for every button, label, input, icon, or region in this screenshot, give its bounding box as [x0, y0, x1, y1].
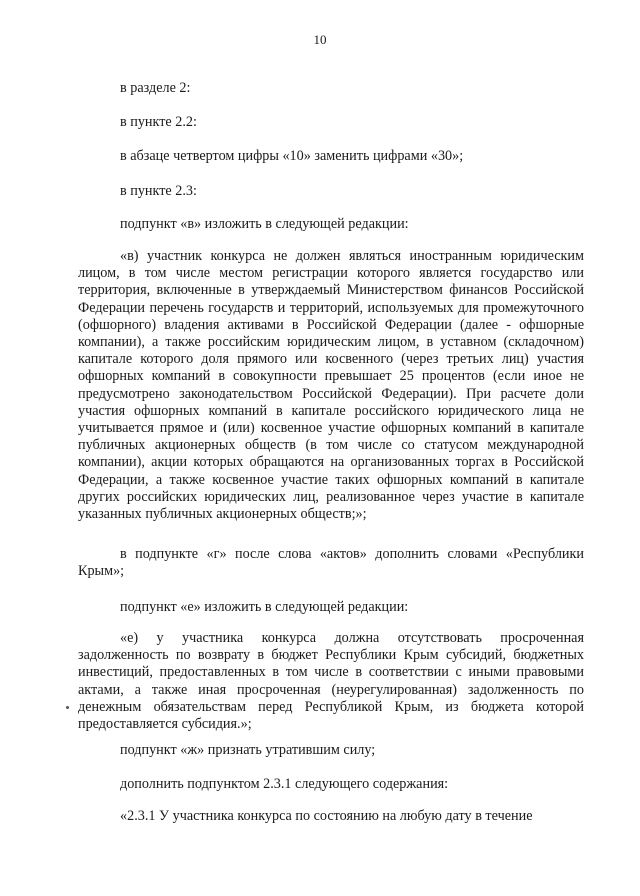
item-2-3-heading: в пункте 2.3: — [120, 183, 197, 199]
scan-speck — [66, 706, 69, 709]
subitem-g-text: в подпункте «г» после слова «актов» дополнить словами «Республики Крым»; — [78, 546, 584, 580]
subitem-v-intro: подпункт «в» изложить в следующей редакции: — [120, 216, 409, 232]
item-2-2-heading: в пункте 2.2: — [120, 114, 197, 130]
subitem-2-3-1-text: «2.3.1 У участника конкурса по состоянию на любую дату в течение — [120, 808, 533, 824]
subitem-zh-line: подпункт «ж» признать утратившим силу; — [120, 742, 376, 758]
section-2-heading: в разделе 2: — [120, 80, 191, 96]
item-2-2-change: в абзаце четвертом цифры «10» заменить цифрами «30»; — [120, 148, 464, 164]
subitem-v-paragraph — [78, 248, 584, 523]
subitem-2-3-1-paragraph — [78, 808, 584, 825]
subitem-e-text: «е) у участника конкурса должна отсутствовать просроченная задолженность по возврату в бюджет Республики Крым субсидий, бюджетных инвестиций, предоставленных в том числе в соответствии с иными правовыми актами, а также иная просроченная (неурегулированная) задолженность по денежным обязательствам перед Республикой Крым, из бюджета которой предоставляется субсидия.»; — [78, 630, 584, 733]
subitem-e-intro: подпункт «е» изложить в следующей редакции: — [120, 599, 409, 615]
add-2-3-1-line: дополнить подпунктом 2.3.1 следующего содержания: — [120, 776, 449, 792]
subitem-g-paragraph — [78, 546, 584, 580]
subitem-v-text: «в) участник конкурса не должен являться иностранным юридическим лицом, в том числе местом регистрации которого является государство или территория, включенные в утверждаемый Министерством финансов Российской Федерации перечень государств и территорий, используемых для промежуточного (офшорного) владения активами в Российской Федерации (далее - офшорные компании), а также российским юридическим лицом, в уставном (складочном) капитале которого доля прямого или косвенного (через третьих лиц) участия офшорных компаний в совокупности превышает 25 процентов (если иное не предусмотрено законодательством Российской Федерации). При расчете доли участия офшорных компаний в капитале российского юридического лица не учитывается прямое и (или) косвенное участие офшорных компаний в капитале публичных акционерных обществ (в том числе со статусом международной компании), акции которых обращаются на организованных торгах в Российской Федерации, а также косвенное участие таких офшорных компаний в капитале других российских юридических лиц, реализованное через участие в капитале указанных публичных акционерных обществ;»; — [78, 248, 584, 523]
page-number: 10 — [313, 32, 327, 47]
subitem-e-paragraph — [78, 630, 584, 733]
